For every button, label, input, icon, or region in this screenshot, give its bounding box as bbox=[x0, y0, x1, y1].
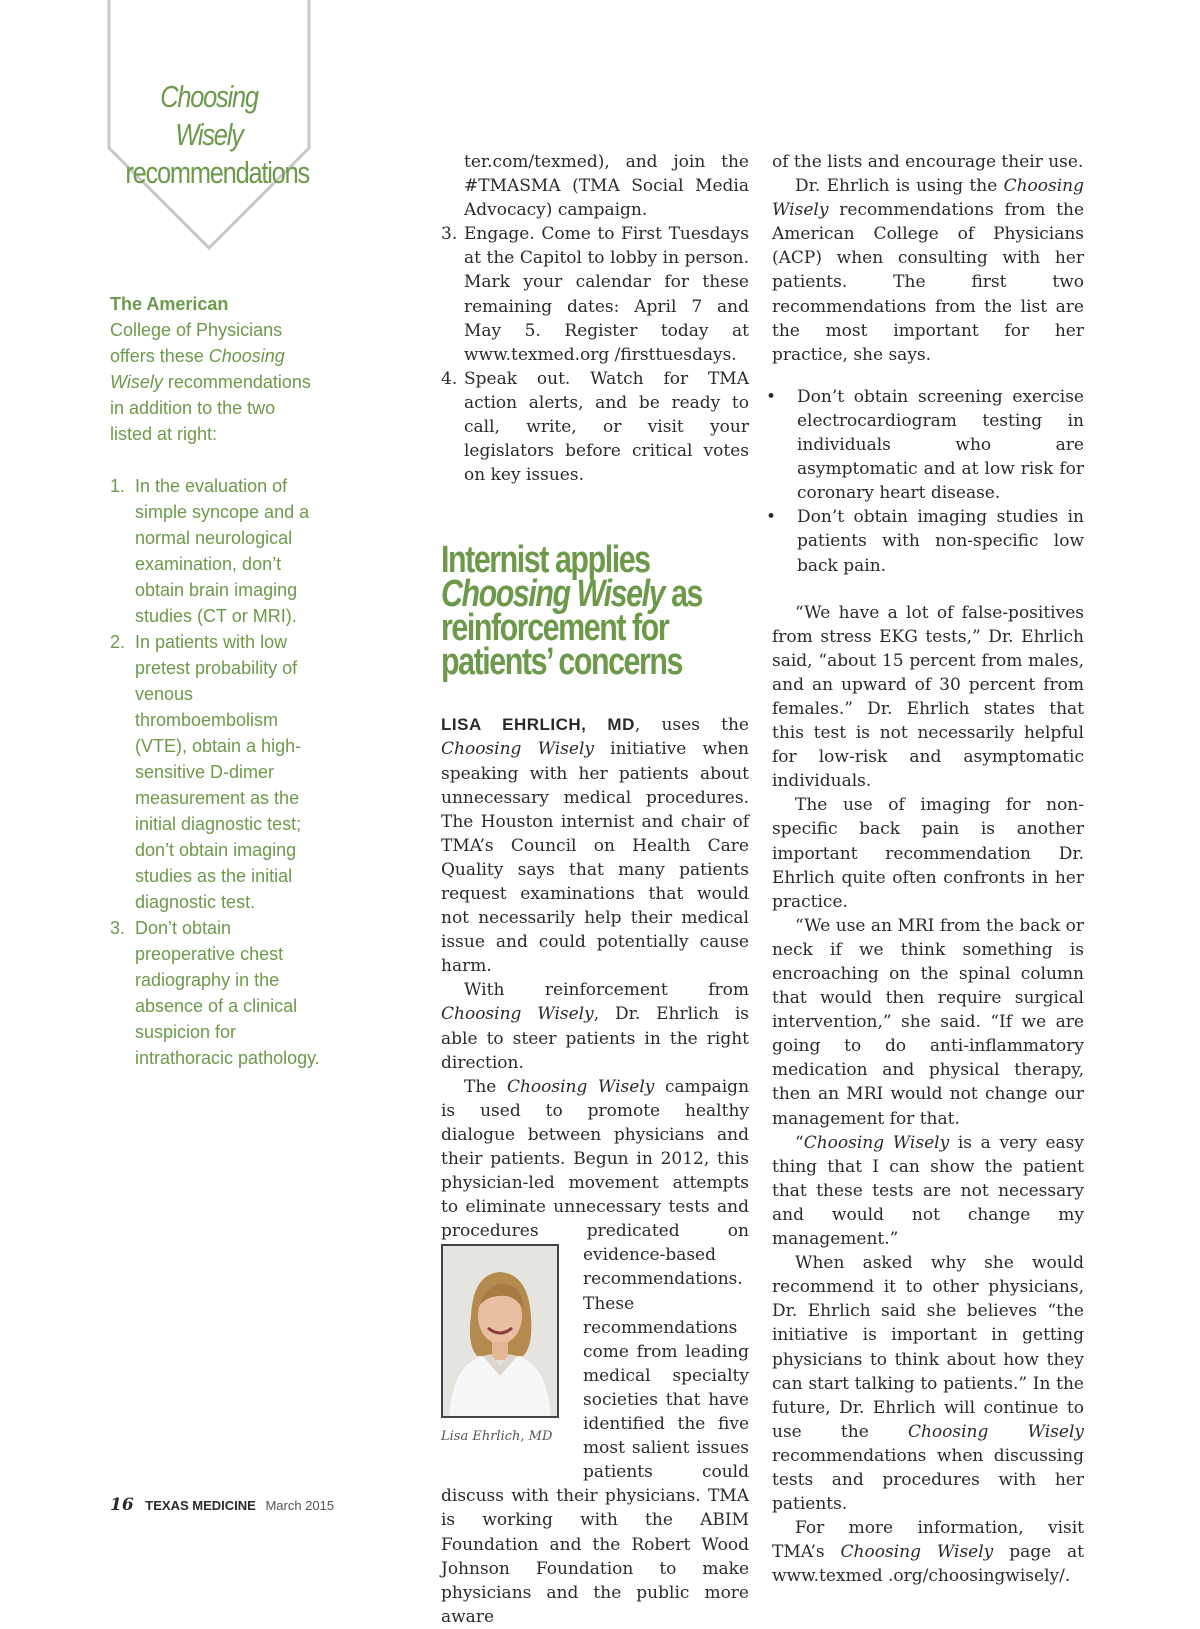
recommendation-bullets bbox=[766, 385, 1084, 578]
headline-part2: as reinforcement for patients’ concerns bbox=[441, 573, 702, 684]
action-step bbox=[441, 367, 749, 487]
magazine-name: TEXAS MEDICINE bbox=[145, 1498, 256, 1513]
list-item-text: In patients with low pretest probability of venous thromboembolism (VTE), obtain a high-sensitive D-dimer measurement as the initial diagnostic test; don’t obtain imaging studies as the initial diagnostic test. bbox=[135, 632, 302, 912]
article-headline bbox=[441, 539, 745, 684]
step-number: 4. bbox=[441, 368, 458, 389]
bullet-item bbox=[766, 385, 1084, 505]
paragraph-text: recommendations when discussing tests and procedures with her patients. bbox=[772, 1445, 1084, 1515]
banner-title-line1: Choosing Wisely bbox=[160, 79, 258, 152]
list-item-text: Don’t obtain preoperative chest radiography in the absence of a clinical suspicion for intrathoracic pathology. bbox=[135, 918, 320, 1068]
article-paragraph bbox=[772, 174, 1084, 367]
sidebar-intro-part1: College of Physicians offers these bbox=[110, 320, 283, 366]
paragraph-text: recommendations from the American College of Physicians (ACP) when consulting with her patients. The first two recommendations from the list are the most important for her practice, she says. bbox=[772, 200, 1085, 365]
author-photo-block bbox=[441, 1244, 571, 1445]
sidebar-list-item bbox=[110, 915, 320, 1071]
paragraph-italic: Choosing Wisely bbox=[772, 176, 1085, 221]
paragraph-italic: Choosing Wisely bbox=[441, 1004, 594, 1025]
author-portrait-image bbox=[443, 1246, 557, 1416]
paragraph-text: With reinforcement from bbox=[464, 980, 749, 1001]
paragraph-text: , uses the bbox=[634, 715, 749, 736]
paragraph-italic: Choosing Wisely bbox=[506, 1076, 655, 1097]
bullet-text: Don’t obtain screening exercise electrocardiogram testing in individuals who are asymptomatic and at low risk for coronary heart disease. bbox=[797, 386, 1084, 504]
sidebar-list-item bbox=[110, 473, 320, 629]
sidebar-intro bbox=[110, 291, 320, 447]
photo-caption: Lisa Ehrlich, MD bbox=[441, 1429, 553, 1444]
banner-title-line2: recommendations bbox=[125, 155, 309, 190]
paragraph-italic: Choosing Wisely bbox=[840, 1542, 994, 1563]
issue-date: March 2015 bbox=[265, 1498, 335, 1513]
banner-title bbox=[125, 78, 309, 192]
action-step-continuation: ter.com/texmed), and join the #TMASMA (TMA Social Media Advocacy) campaign. bbox=[464, 152, 749, 221]
section-banner bbox=[107, 0, 311, 252]
paragraph-text: When asked why she would recommend it to other physicians, Dr. Ehrlich said she believes “the initiative is important in getting physicians to think about how they can start talking to patients.” In the future, Dr. Ehrlich will continue to use the bbox=[772, 1253, 1084, 1442]
sidebar-intro-italic: Choosing Wisely bbox=[110, 346, 285, 392]
paragraph-italic: Choosing Wisely bbox=[803, 1132, 950, 1153]
paragraph-text: The bbox=[464, 1076, 497, 1097]
paragraph-text: “ bbox=[795, 1132, 804, 1153]
author-photo bbox=[441, 1244, 559, 1418]
article-paragraph bbox=[441, 978, 749, 1074]
paragraph-text: campaign is used to promote healthy dialogue between physicians and their patients. Begun in 2012, this physician-led movement attempts to eliminate unnecessary tests and procedures predicated on evidence-based recommendations. These recommendations come from leading medical specialty societies that have identified the five most salient issues patients could discuss with their physicians. TMA is working with the ABIM Foundation and the Robert Wood Johnson Foundation to make physicians and the public more aware bbox=[441, 1076, 750, 1627]
action-steps-list bbox=[441, 150, 749, 487]
article-paragraph: of the lists and encourage their use. bbox=[772, 152, 1084, 172]
article-paragraph: “We have a lot of false-positives from stress EKG tests,” Dr. Ehrlich said, “about 15 percent from males, and an upward of 30 percent from females.” Dr. Ehrlich states that this test is not necessarily helpful for low-risk and asymptomatic individuals. bbox=[772, 602, 1084, 792]
list-item-text: In the evaluation of simple syncope and a normal neurological examination, don’t obtain brain imaging studies (CT or MRI). bbox=[135, 476, 310, 626]
article-paragraph: “We use an MRI from the back or neck if we think something is encroaching on the spinal column that would then require surgical intervention,” she said. “If we are going to do anti-inflammatory medication and physical therapy, then an MRI would not change our management for that. bbox=[772, 915, 1084, 1129]
sidebar-recommendations bbox=[110, 291, 320, 1071]
sidebar-list bbox=[110, 473, 320, 1071]
bullet-icon: • bbox=[766, 386, 777, 407]
page-number: 16 bbox=[110, 1495, 134, 1515]
step-text: Speak out. Watch for TMA action alerts, and be ready to call, write, or visit your legislators before critical votes on key issues. bbox=[464, 368, 749, 486]
paragraph-text: page at www.texmed .org/choosingwisely/. bbox=[772, 1542, 1084, 1587]
paragraph-italic: Choosing Wisely bbox=[907, 1421, 1084, 1442]
paragraph-text: For more information, visit TMA’s bbox=[772, 1518, 1084, 1563]
list-number: 2. bbox=[110, 632, 126, 652]
paragraph-text: initiative when speaking with her patients about unnecessary medical procedures. The Houston internist and chair of TMA’s Council on Health Care Quality says that many patients request examinations that would not necessarily help their medical issue and could potentially cause harm. bbox=[441, 739, 749, 977]
article-column-right bbox=[766, 150, 1085, 1588]
article-paragraph bbox=[772, 1131, 1084, 1251]
article-byline: LISA EHRLICH, MD bbox=[441, 715, 635, 735]
bullet-item bbox=[766, 505, 1084, 577]
step-number: 3. bbox=[441, 224, 458, 245]
paragraph-text: , Dr. Ehrlich is able to steer patients in the right direction. bbox=[441, 1004, 749, 1073]
step-text: Engage. Come to First Tuesdays at the Capitol to lobby in person. Mark your calendar for these remaining dates: April 7 and May 5. Register today at www.texmed.org /firsttuesdays. bbox=[464, 224, 749, 365]
article-paragraph bbox=[772, 1251, 1084, 1516]
headline-italic: Choosing Wisely bbox=[441, 573, 665, 616]
article-paragraph bbox=[772, 1516, 1084, 1588]
headline-part1: Internist applies bbox=[441, 539, 650, 582]
article-paragraph bbox=[441, 713, 749, 978]
page-footer bbox=[110, 1495, 334, 1515]
paragraph-text: Dr. Ehrlich is using the bbox=[795, 176, 998, 197]
paragraph-text: is a very easy thing that I can show the patient that these tests are not necessary and would not change my management.” bbox=[772, 1132, 1084, 1250]
action-step bbox=[441, 222, 749, 367]
sidebar-lead: The American bbox=[110, 294, 229, 314]
bullet-icon: • bbox=[766, 507, 777, 528]
sidebar-intro-part2: recommendations in addition to the two listed at right: bbox=[110, 372, 311, 444]
list-number: 1. bbox=[110, 476, 126, 496]
list-number: 3. bbox=[110, 918, 126, 938]
paragraph-italic: Choosing Wisely bbox=[441, 739, 595, 760]
bullet-text: Don’t obtain imaging studies in patients with non-specific low back pain. bbox=[797, 507, 1084, 576]
article-paragraph: The use of imaging for non-specific back pain is another important recommendation Dr. Ehrlich quite often confronts in her practice. bbox=[772, 795, 1084, 912]
sidebar-list-item bbox=[110, 629, 320, 915]
